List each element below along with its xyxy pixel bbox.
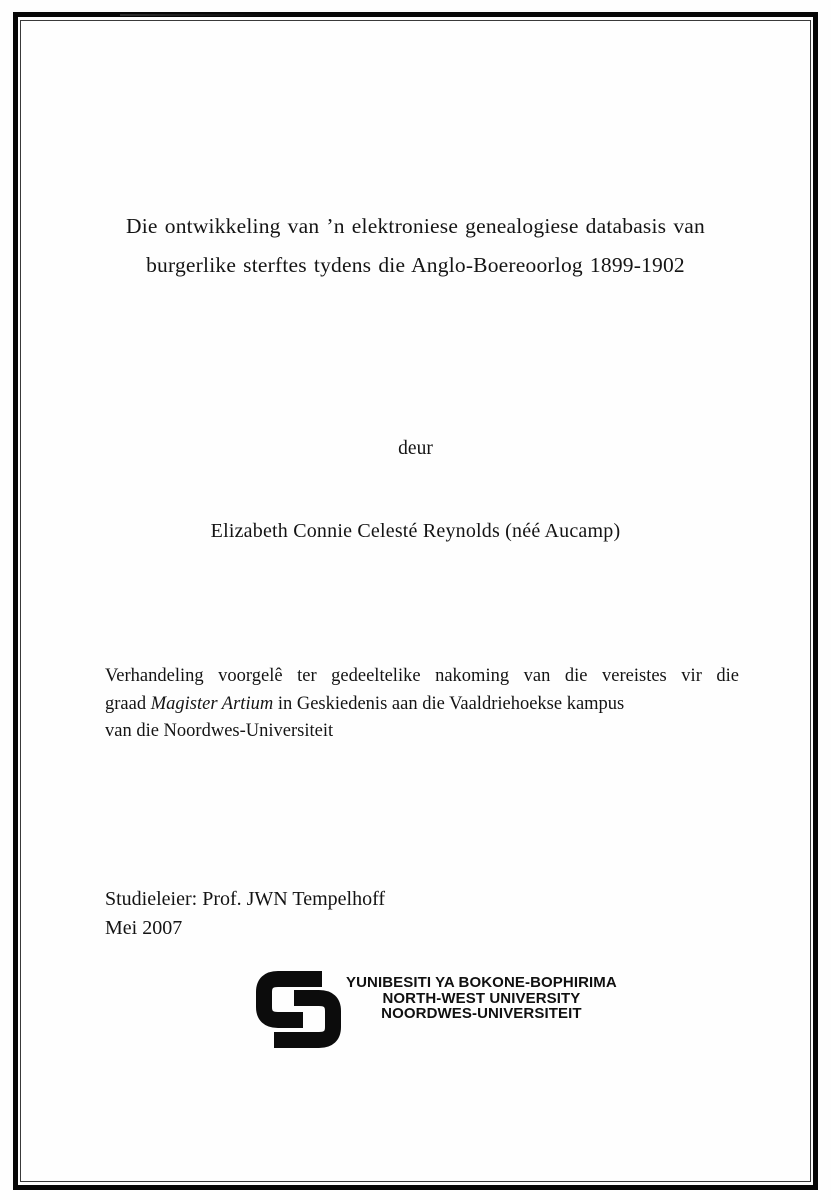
- university-logo: [256, 971, 617, 1048]
- submission-statement: [105, 663, 739, 746]
- thesis-title: [0, 207, 831, 285]
- logo-text-english: NORTH-WEST UNIVERSITY: [382, 989, 581, 1007]
- submission-line-2-post: in Geskiedenis aan die Vaaldriehoekse kampus: [273, 693, 625, 714]
- logo-text-setswana: YUNIBESITI YA BOKONE-BOPHIRIMA: [346, 974, 617, 991]
- degree-name: Magister Artium: [150, 693, 274, 714]
- supervisor-and-date: [105, 885, 385, 942]
- submission-line-2: [105, 691, 739, 719]
- thesis-title-line-1: Die ontwikkeling van ’n elektroniese genealogiese databasis van: [126, 214, 705, 238]
- supervisor-line: Studieleier: Prof. JWN Tempelhoff: [105, 888, 386, 910]
- byline-label: deur: [398, 438, 433, 459]
- date-line: Mei 2007: [105, 916, 183, 939]
- author-name: Elizabeth Connie Celesté Reynolds (néé Aucamp): [210, 520, 621, 542]
- nwu-interlocked-links-icon: [256, 971, 341, 1048]
- logo-text-afrikaans: NOORDWES-UNIVERSITEIT: [381, 1005, 582, 1022]
- thesis-title-line-2: burgerlike sterftes tydens die Anglo-Boereoorlog 1899-1902: [146, 253, 685, 277]
- submission-line-3: van die Noordwes-Universiteit: [105, 721, 334, 741]
- university-logo-text: [346, 975, 617, 1022]
- scan-artifact: [120, 14, 380, 16]
- submission-line-1: Verhandeling voorgelê ter gedeeltelike nakoming van die vereistes vir die: [105, 666, 739, 686]
- submission-line-2-pre: graad: [105, 693, 151, 714]
